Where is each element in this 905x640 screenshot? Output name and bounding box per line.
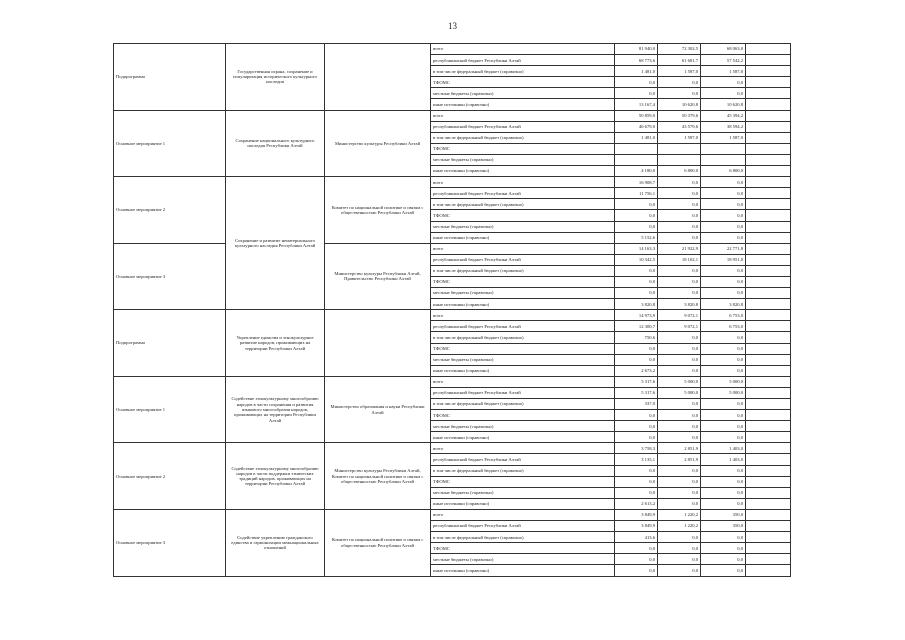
row-type-cell: Основное мероприятие 1	[114, 110, 226, 177]
amount-cell: 0,0	[615, 354, 658, 365]
source-cell: иные источники (справочно)	[431, 232, 615, 243]
amount-cell: 9 072,1	[658, 321, 701, 332]
blank-cell	[746, 265, 791, 276]
blank-cell	[746, 454, 791, 465]
row-type-cell: Основное мероприятие 2	[114, 443, 226, 510]
blank-cell	[746, 465, 791, 476]
amount-cell: 68 063,0	[701, 44, 746, 55]
source-cell: в том числе федеральный бюджет (справочно)	[431, 399, 615, 410]
amount-cell: 0,0	[701, 232, 746, 243]
amount-cell: 3 820,8	[701, 299, 746, 310]
amount-cell: 1 587,0	[658, 132, 701, 143]
name-cell: Сохранение национального культурного наследия Республики Алтай	[226, 110, 325, 177]
amount-cell: 22 771,8	[701, 243, 746, 254]
executor-cell	[325, 44, 431, 111]
executor-cell: Министерство культуры Республики Алтай	[325, 110, 431, 177]
amount-cell: 0,0	[701, 177, 746, 188]
source-cell: всего	[431, 310, 615, 321]
amount-cell: 1 587,0	[658, 66, 701, 77]
amount-cell: 81 940,0	[615, 44, 658, 55]
amount-cell: 0,0	[658, 199, 701, 210]
blank-cell	[746, 498, 791, 509]
source-cell: республиканский бюджет Республики Алтай	[431, 55, 615, 66]
amount-cell: 13 167,4	[615, 99, 658, 110]
amount-cell: 0,0	[701, 554, 746, 565]
blank-cell	[746, 554, 791, 565]
source-cell: республиканский бюджет Республики Алтай	[431, 188, 615, 199]
amount-cell: 0,0	[658, 399, 701, 410]
source-cell: местные бюджеты (справочно)	[431, 354, 615, 365]
amount-cell: 0,0	[658, 498, 701, 509]
amount-cell: 0,0	[701, 354, 746, 365]
amount-cell: 0,0	[701, 421, 746, 432]
source-cell: иные источники (справочно)	[431, 432, 615, 443]
amount-cell: 6 753,0	[701, 310, 746, 321]
amount-cell: 11 756,1	[615, 188, 658, 199]
source-cell: всего	[431, 443, 615, 454]
amount-cell: 413,6	[615, 532, 658, 543]
amount-cell: 21 922,9	[658, 243, 701, 254]
amount-cell: 0,0	[701, 332, 746, 343]
table-row	[114, 177, 791, 188]
amount-cell: 0,0	[658, 465, 701, 476]
amount-cell: 0,0	[658, 177, 701, 188]
row-type-cell: Подпрограмма	[114, 44, 226, 111]
blank-cell	[746, 121, 791, 132]
amount-cell: 0,0	[701, 199, 746, 210]
name-cell: Содействие этнокультурному многообразию народов в части поддержки этнических традиций народов, проживающих на территории Республики Алтай	[226, 443, 325, 510]
amount-cell: 750,6	[615, 332, 658, 343]
source-cell: в том числе федеральный бюджет (справочно)	[431, 532, 615, 543]
amount-cell: 0,0	[615, 77, 658, 88]
blank-cell	[746, 543, 791, 554]
blank-cell	[746, 565, 791, 576]
blank-cell	[746, 410, 791, 421]
amount-cell: 5 317,6	[615, 387, 658, 398]
blank-cell	[746, 276, 791, 287]
amount-cell: 0,0	[658, 288, 701, 299]
amount-cell: 0,0	[615, 410, 658, 421]
amount-cell: 5 000,0	[701, 387, 746, 398]
amount-cell: 0,0	[615, 432, 658, 443]
blank-cell	[746, 143, 791, 154]
amount-cell: 0,0	[701, 343, 746, 354]
blank-cell	[746, 188, 791, 199]
amount-cell: 0,0	[701, 221, 746, 232]
amount-cell: 0,0	[658, 565, 701, 576]
amount-cell: 1 220,2	[658, 509, 701, 520]
blank-cell	[746, 55, 791, 66]
amount-cell: 1 481,0	[615, 132, 658, 143]
source-cell: ТФОМС	[431, 543, 615, 554]
amount-cell: 0,0	[701, 487, 746, 498]
source-cell: республиканский бюджет Республики Алтай	[431, 521, 615, 532]
blank-cell	[746, 343, 791, 354]
amount-cell	[658, 143, 701, 154]
blank-cell	[746, 199, 791, 210]
amount-cell: 3 820,8	[658, 299, 701, 310]
amount-cell: 5 000,0	[658, 376, 701, 387]
amount-cell: 61 681,7	[658, 55, 701, 66]
source-cell: в том числе федеральный бюджет (справочно)	[431, 332, 615, 343]
amount-cell: 0,0	[701, 465, 746, 476]
amount-cell: 0,0	[701, 432, 746, 443]
amount-cell: 0,0	[701, 276, 746, 287]
table-row	[114, 376, 791, 387]
source-cell: местные бюджеты (справочно)	[431, 221, 615, 232]
amount-cell: 0,0	[658, 265, 701, 276]
amount-cell	[658, 154, 701, 165]
amount-cell: 0,0	[658, 410, 701, 421]
amount-cell: 0,0	[615, 421, 658, 432]
blank-cell	[746, 532, 791, 543]
amount-cell: 0,0	[658, 487, 701, 498]
amount-cell: 0,0	[615, 343, 658, 354]
blank-cell	[746, 177, 791, 188]
amount-cell: 0,0	[701, 77, 746, 88]
source-cell: в том числе федеральный бюджет (справочно)	[431, 199, 615, 210]
blank-cell	[746, 365, 791, 376]
blank-cell	[746, 443, 791, 454]
source-cell: иные источники (справочно)	[431, 299, 615, 310]
amount-cell: 0,0	[701, 188, 746, 199]
source-cell: республиканский бюджет Республики Алтай	[431, 454, 615, 465]
source-cell: республиканский бюджет Республики Алтай	[431, 254, 615, 265]
source-cell: ТФОМС	[431, 210, 615, 221]
name-cell: Содействие этнокультурному многообразию народов в части сохранения и развития языкового многообразия народов, проживающих на территории Республики Алтай	[226, 376, 325, 443]
amount-cell: 0,0	[658, 276, 701, 287]
amount-cell: 0,0	[615, 465, 658, 476]
amount-cell: 0,0	[658, 421, 701, 432]
source-cell: в том числе федеральный бюджет (справочно)	[431, 265, 615, 276]
amount-cell: 10 342,5	[615, 254, 658, 265]
amount-cell: 1 403,0	[701, 454, 746, 465]
amount-cell: 1 481,0	[615, 66, 658, 77]
table-row	[114, 443, 791, 454]
source-cell: в том числе федеральный бюджет (справочно)	[431, 66, 615, 77]
name-cell: Укрепление единства и этнокультурное развитие народов, проживающих на территории Республики Алтай	[226, 310, 325, 377]
amount-cell: 50 379,6	[658, 110, 701, 121]
amount-cell	[615, 143, 658, 154]
amount-cell: 10 620,8	[658, 99, 701, 110]
amount-cell: 0,0	[615, 221, 658, 232]
table-row	[114, 310, 791, 321]
amount-cell: 0,0	[615, 554, 658, 565]
amount-cell: 0,0	[615, 199, 658, 210]
amount-cell: 6 800,0	[658, 166, 701, 177]
amount-cell: 3 849,9	[615, 521, 658, 532]
amount-cell: 0,0	[701, 365, 746, 376]
blank-cell	[746, 399, 791, 410]
blank-cell	[746, 77, 791, 88]
table-body	[114, 44, 791, 577]
amount-cell: 350,0	[701, 509, 746, 520]
blank-cell	[746, 254, 791, 265]
amount-cell: 6 800,0	[701, 166, 746, 177]
amount-cell: 0,0	[658, 210, 701, 221]
executor-cell: Министерство культуры Республики Алтай, Комитет по национальной политике и связям с общественностью Республики Алтай	[325, 443, 431, 510]
amount-cell: 14 973,9	[615, 310, 658, 321]
amount-cell: 0,0	[658, 543, 701, 554]
amount-cell: 3 758,3	[615, 443, 658, 454]
amount-cell: 3 849,9	[615, 509, 658, 520]
source-cell: иные источники (справочно)	[431, 365, 615, 376]
amount-cell: 1 587,0	[701, 132, 746, 143]
amount-cell: 5 152,6	[615, 232, 658, 243]
blank-cell	[746, 166, 791, 177]
amount-cell: 0,0	[615, 565, 658, 576]
amount-cell: 38 594,2	[701, 121, 746, 132]
amount-cell: 0,0	[615, 276, 658, 287]
amount-cell: 0,0	[658, 332, 701, 343]
amount-cell	[615, 154, 658, 165]
source-cell: местные бюджеты (справочно)	[431, 88, 615, 99]
blank-cell	[746, 332, 791, 343]
source-cell: иные источники (справочно)	[431, 498, 615, 509]
blank-cell	[746, 288, 791, 299]
row-type-cell: Основное мероприятие 2	[114, 177, 226, 244]
blank-cell	[746, 232, 791, 243]
source-cell: республиканский бюджет Республики Алтай	[431, 121, 615, 132]
blank-cell	[746, 221, 791, 232]
amount-cell: 0,0	[658, 232, 701, 243]
row-type-cell: Основное мероприятие 3	[114, 243, 226, 310]
blank-cell	[746, 243, 791, 254]
executor-cell: Комитет по национальной политике и связям с общественностью Республики Алтай	[325, 509, 431, 576]
blank-cell	[746, 210, 791, 221]
amount-cell: 43 579,6	[658, 121, 701, 132]
amount-cell: 0,0	[658, 77, 701, 88]
blank-cell	[746, 521, 791, 532]
amount-cell: 2 613,2	[615, 498, 658, 509]
amount-cell: 0,0	[701, 532, 746, 543]
executor-cell: Министерство культуры Республики Алтай, Правительство Республики Алтай	[325, 243, 431, 310]
amount-cell: 0,0	[701, 498, 746, 509]
blank-cell	[746, 421, 791, 432]
source-cell: иные источники (справочно)	[431, 99, 615, 110]
amount-cell: 337,0	[615, 399, 658, 410]
amount-cell: 5 000,0	[701, 376, 746, 387]
blank-cell	[746, 88, 791, 99]
amount-cell: 0,0	[658, 354, 701, 365]
source-cell: в том числе федеральный бюджет (справочно)	[431, 132, 615, 143]
executor-cell: Комитет по национальной политике и связям с общественностью Республики Алтай	[325, 177, 431, 244]
amount-cell: 0,0	[615, 543, 658, 554]
source-cell: ТФОМС	[431, 343, 615, 354]
amount-cell: 6 753,0	[701, 321, 746, 332]
source-cell: республиканский бюджет Республики Алтай	[431, 387, 615, 398]
amount-cell: 0,0	[615, 88, 658, 99]
amount-cell: 0,0	[701, 543, 746, 554]
amount-cell: 0,0	[658, 554, 701, 565]
blank-cell	[746, 44, 791, 55]
amount-cell: 1 587,0	[701, 66, 746, 77]
amount-cell: 18 102,1	[658, 254, 701, 265]
source-cell: ТФОМС	[431, 143, 615, 154]
amount-cell: 350,0	[701, 521, 746, 532]
blank-cell	[746, 310, 791, 321]
source-cell: республиканский бюджет Республики Алтай	[431, 321, 615, 332]
source-cell: ТФОМС	[431, 410, 615, 421]
page-number: 13	[448, 21, 457, 31]
amount-cell: 14 163,3	[615, 243, 658, 254]
table-row	[114, 509, 791, 520]
blank-cell	[746, 299, 791, 310]
amount-cell: 5 000,0	[658, 387, 701, 398]
amount-cell: 9 072,1	[658, 310, 701, 321]
amount-cell: 0,0	[615, 476, 658, 487]
amount-cell: 0,0	[658, 432, 701, 443]
source-cell: всего	[431, 44, 615, 55]
amount-cell: 1 403,0	[701, 443, 746, 454]
amount-cell: 10 620,8	[701, 99, 746, 110]
source-cell: местные бюджеты (справочно)	[431, 554, 615, 565]
blank-cell	[746, 509, 791, 520]
amount-cell: 2 673,2	[615, 365, 658, 376]
amount-cell: 3 820,8	[615, 299, 658, 310]
blank-cell	[746, 487, 791, 498]
amount-cell: 50 859,0	[615, 110, 658, 121]
blank-cell	[746, 387, 791, 398]
source-cell: всего	[431, 177, 615, 188]
table-row	[114, 110, 791, 121]
amount-cell: 1 220,2	[658, 521, 701, 532]
row-type-cell: Основное мероприятие 3	[114, 509, 226, 576]
blank-cell	[746, 432, 791, 443]
source-cell: ТФОМС	[431, 476, 615, 487]
source-cell: местные бюджеты (справочно)	[431, 288, 615, 299]
amount-cell: 72 302,5	[658, 44, 701, 55]
name-cell: Сохранение и развитие нематериального культурного наследия Республики Алтай	[226, 177, 325, 310]
amount-cell: 2 851,9	[658, 454, 701, 465]
amount-cell: 0,0	[701, 476, 746, 487]
amount-cell: 0,0	[658, 365, 701, 376]
amount-cell: 0,0	[658, 476, 701, 487]
amount-cell: 0,0	[701, 399, 746, 410]
source-cell: иные источники (справочно)	[431, 166, 615, 177]
amount-cell: 46 679,0	[615, 121, 658, 132]
amount-cell: 5 317,6	[615, 376, 658, 387]
blank-cell	[746, 321, 791, 332]
amount-cell: 0,0	[701, 288, 746, 299]
blank-cell	[746, 99, 791, 110]
amount-cell: 0,0	[615, 487, 658, 498]
source-cell: всего	[431, 243, 615, 254]
amount-cell: 0,0	[615, 265, 658, 276]
source-cell: ТФОМС	[431, 77, 615, 88]
amount-cell: 0,0	[701, 210, 746, 221]
amount-cell: 0,0	[701, 88, 746, 99]
amount-cell: 16 908,7	[615, 177, 658, 188]
source-cell: всего	[431, 509, 615, 520]
source-cell: всего	[431, 376, 615, 387]
blank-cell	[746, 110, 791, 121]
blank-cell	[746, 132, 791, 143]
amount-cell: 0,0	[701, 265, 746, 276]
amount-cell: 12 300,7	[615, 321, 658, 332]
source-cell: местные бюджеты (справочно)	[431, 421, 615, 432]
name-cell: Государственная охрана, сохранение и популяризация исторического культурного наследия	[226, 44, 325, 111]
amount-cell: 0,0	[615, 288, 658, 299]
amount-cell: 45 394,2	[701, 110, 746, 121]
amount-cell: 0,0	[658, 188, 701, 199]
row-type-cell: Основное мероприятие 1	[114, 376, 226, 443]
blank-cell	[746, 154, 791, 165]
amount-cell: 0,0	[658, 221, 701, 232]
row-type-cell: Подпрограмма	[114, 310, 226, 377]
amount-cell: 3 135,1	[615, 454, 658, 465]
name-cell: Содействие укреплению гражданского единства и гармонизации межнациональных отношений	[226, 509, 325, 576]
source-cell: ТФОМС	[431, 276, 615, 287]
executor-cell	[325, 310, 431, 377]
source-cell: в том числе федеральный бюджет (справочно)	[431, 465, 615, 476]
blank-cell	[746, 476, 791, 487]
source-cell: местные бюджеты (справочно)	[431, 487, 615, 498]
source-cell: местные бюджеты (справочно)	[431, 154, 615, 165]
amount-cell: 57 542,2	[701, 55, 746, 66]
blank-cell	[746, 66, 791, 77]
amount-cell: 4 180,0	[615, 166, 658, 177]
amount-cell: 18 951,0	[701, 254, 746, 265]
amount-cell: 0,0	[701, 410, 746, 421]
source-cell: всего	[431, 110, 615, 121]
table-row	[114, 44, 791, 55]
blank-cell	[746, 376, 791, 387]
amount-cell: 0,0	[658, 88, 701, 99]
amount-cell: 0,0	[615, 210, 658, 221]
source-cell: иные источники (справочно)	[431, 565, 615, 576]
amount-cell	[701, 154, 746, 165]
amount-cell: 0,0	[701, 565, 746, 576]
amount-cell: 0,0	[658, 532, 701, 543]
funding-table	[113, 43, 791, 577]
table-row	[114, 243, 791, 254]
executor-cell: Министерство образования и науки Республики Алтай	[325, 376, 431, 443]
blank-cell	[746, 354, 791, 365]
amount-cell: 2 851,9	[658, 443, 701, 454]
amount-cell: 0,0	[658, 343, 701, 354]
amount-cell: 68 773,6	[615, 55, 658, 66]
amount-cell	[701, 143, 746, 154]
